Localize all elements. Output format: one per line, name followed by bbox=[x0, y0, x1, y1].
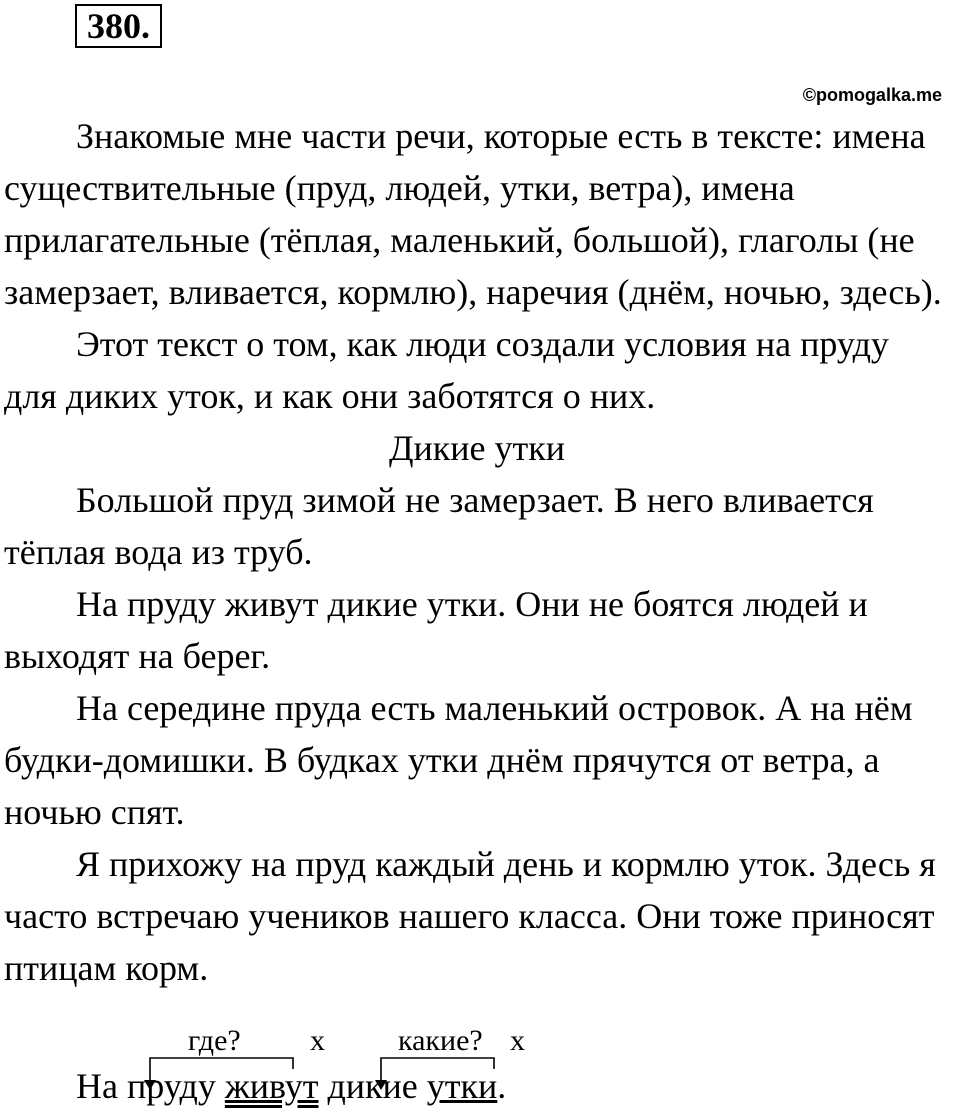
story-paragraph: На середине пруда есть маленький островок. А на нём будки-домишки. В будках утки днём прячутся от ветра, а ночью спят. bbox=[4, 688, 913, 832]
mark-x-2: х bbox=[510, 1024, 525, 1057]
story-paragraph: На пруду живут дикие утки. Они не боятся людей и выходят на берег. bbox=[4, 584, 868, 676]
word-prudu: пруду bbox=[126, 1066, 216, 1106]
sentence-period: . bbox=[497, 1066, 507, 1106]
answer-text bbox=[4, 110, 950, 994]
analyzed-sentence bbox=[76, 1062, 506, 1110]
question-which: какие? bbox=[398, 1024, 483, 1057]
question-where: где? bbox=[188, 1024, 241, 1057]
word-zhivut-predicate: живут bbox=[224, 1066, 319, 1106]
story-title: Дикие утки bbox=[388, 428, 566, 468]
word-dikie: дикие bbox=[327, 1066, 418, 1106]
story-paragraph: Большой пруд зимой не замерзает. В него вливается тёплая вода из труб. bbox=[4, 480, 874, 572]
word-na: На bbox=[76, 1066, 118, 1106]
paragraph-topic: Этот текст о том, как люди создали условия на пруду для диких уток, и как они заботятся о них. bbox=[4, 324, 889, 416]
paragraph-parts-of-speech: Знакомые мне части речи, которые есть в тексте: имена существительные (пруд, людей, утки, ветра), имена прилагательные (тёплая, маленький, большой), глаголы (не замерзает, вливается, кормлю), наречия (днём, ночью, здесь). bbox=[4, 116, 942, 312]
mark-x-1: х bbox=[310, 1024, 325, 1057]
word-utki-subject: утки bbox=[426, 1066, 498, 1106]
watermark: ©pomogalka.me bbox=[802, 85, 942, 105]
story-paragraph: Я прихожу на пруд каждый день и кормлю уток. Здесь я часто встречаю учеников нашего класса. Они тоже приносят птицам корм. bbox=[4, 844, 936, 988]
task-number: 380. bbox=[75, 4, 162, 48]
sentence-analysis bbox=[0, 1024, 960, 1111]
